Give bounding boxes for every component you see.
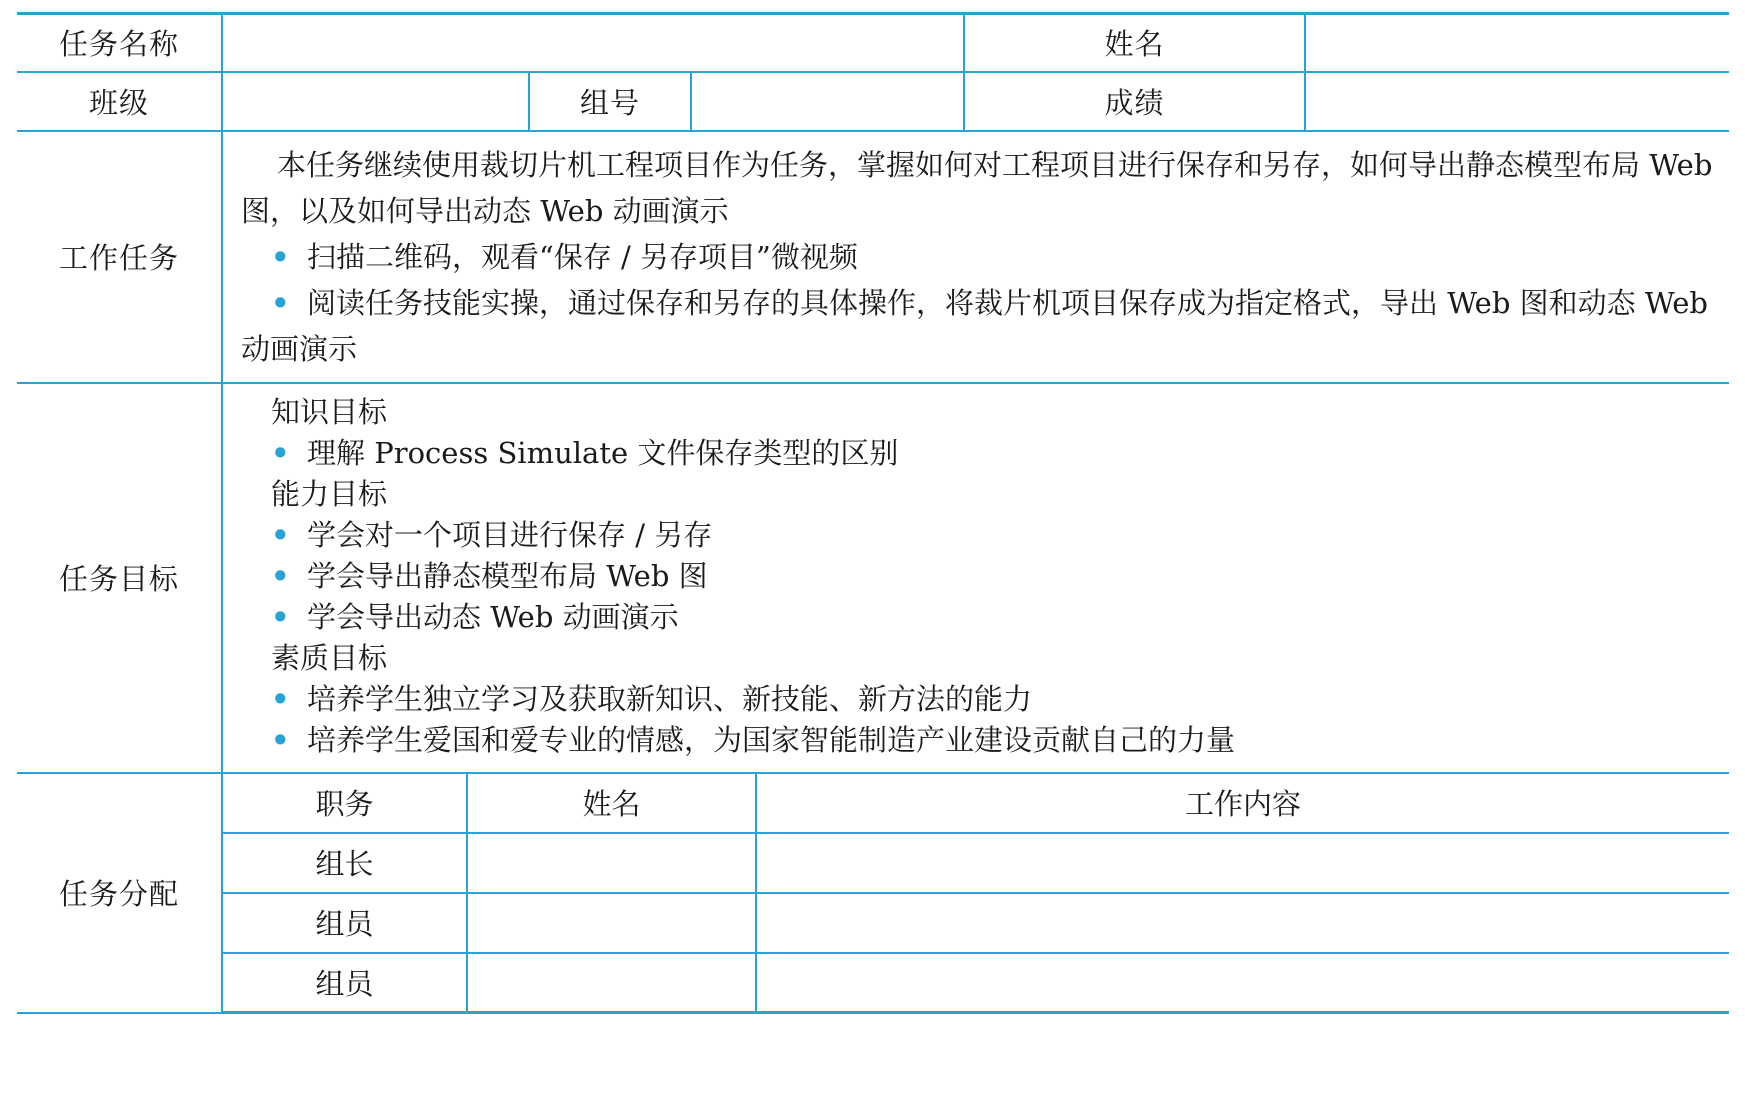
role-column-header: 职务 bbox=[222, 773, 467, 833]
member-name-field[interactable] bbox=[467, 953, 756, 1013]
task-sheet-table bbox=[17, 12, 1729, 1014]
work-task-bullet-text: 阅读任务技能实操，通过保存和另存的具体操作，将裁片机项目保存成为指定格式，导出 Web 图和动态 Web 动画演示 bbox=[241, 285, 1708, 366]
work-task-bullet bbox=[241, 280, 1713, 372]
bullet-dot-icon: • bbox=[271, 239, 290, 274]
assignment-label: 任务分配 bbox=[17, 773, 222, 1013]
task-goal-label: 任务目标 bbox=[17, 383, 222, 773]
knowledge-goal-item bbox=[241, 433, 1713, 474]
knowledge-goal-title: 知识目标 bbox=[271, 394, 388, 429]
ability-goal-item bbox=[241, 556, 1713, 597]
role-cell: 组员 bbox=[222, 953, 467, 1013]
quality-goal-text: 培养学生独立学习及获取新知识、新技能、新方法的能力 bbox=[307, 681, 1033, 716]
work-task-row bbox=[17, 131, 1729, 383]
score-field[interactable] bbox=[1305, 72, 1729, 131]
member-name-column-header: 姓名 bbox=[467, 773, 756, 833]
quality-goal-title: 素质目标 bbox=[271, 640, 388, 675]
group-number-field[interactable] bbox=[691, 72, 964, 131]
work-task-label: 工作任务 bbox=[17, 131, 222, 383]
work-content-field[interactable] bbox=[756, 893, 1729, 953]
member-name-field[interactable] bbox=[467, 833, 756, 893]
task-name-row bbox=[17, 14, 1729, 72]
quality-goal-text: 培养学生爱国和爱专业的情感，为国家智能制造产业建设贡献自己的力量 bbox=[307, 722, 1236, 757]
ability-goal-text: 学会导出静态模型布局 Web 图 bbox=[307, 558, 708, 593]
knowledge-goal-text: 理解 Process Simulate 文件保存类型的区别 bbox=[307, 435, 899, 470]
group-number-label: 组号 bbox=[529, 72, 691, 131]
name-label: 姓名 bbox=[964, 14, 1305, 72]
ability-goal-item bbox=[241, 597, 1713, 638]
class-row bbox=[17, 72, 1729, 131]
work-task-bullet bbox=[241, 234, 1713, 280]
score-label: 成绩 bbox=[964, 72, 1305, 131]
work-task-bullet-text: 扫描二维码，观看“保存 / 另存项目”微视频 bbox=[307, 239, 858, 274]
name-field[interactable] bbox=[1305, 14, 1729, 72]
role-cell: 组员 bbox=[222, 893, 467, 953]
assignment-header-row bbox=[17, 773, 1729, 833]
task-name-field[interactable] bbox=[222, 14, 964, 72]
ability-goal-title: 能力目标 bbox=[271, 476, 388, 511]
work-content-column-header: 工作内容 bbox=[756, 773, 1729, 833]
bullet-dot-icon: • bbox=[271, 599, 290, 634]
ability-goal-text: 学会对一个项目进行保存 / 另存 bbox=[307, 517, 713, 552]
class-label: 班级 bbox=[17, 72, 222, 131]
task-name-label: 任务名称 bbox=[17, 14, 222, 72]
work-content-field[interactable] bbox=[756, 953, 1729, 1013]
bullet-dot-icon: • bbox=[271, 517, 290, 552]
task-goal-row bbox=[17, 383, 1729, 773]
assignment-row bbox=[17, 953, 1729, 1013]
work-content-field[interactable] bbox=[756, 833, 1729, 893]
ability-goal-item bbox=[241, 515, 1713, 556]
member-name-field[interactable] bbox=[467, 893, 756, 953]
bullet-dot-icon: • bbox=[271, 681, 290, 716]
bullet-dot-icon: • bbox=[271, 558, 290, 593]
role-cell: 组长 bbox=[222, 833, 467, 893]
assignment-row bbox=[17, 893, 1729, 953]
assignment-row bbox=[17, 833, 1729, 893]
work-task-content bbox=[222, 131, 1729, 383]
work-task-intro: 本任务继续使用裁切片机工程项目作为任务，掌握如何对工程项目进行保存和另存，如何导出静态模型布局 Web 图，以及如何导出动态 Web 动画演示 bbox=[241, 147, 1713, 228]
bullet-dot-icon: • bbox=[271, 285, 290, 320]
class-field[interactable] bbox=[222, 72, 529, 131]
bullet-dot-icon: • bbox=[271, 722, 290, 757]
bullet-dot-icon: • bbox=[271, 435, 290, 470]
quality-goal-item bbox=[241, 720, 1713, 761]
quality-goal-item bbox=[241, 679, 1713, 720]
ability-goal-text: 学会导出动态 Web 动画演示 bbox=[307, 599, 679, 634]
task-goal-content bbox=[222, 383, 1729, 773]
